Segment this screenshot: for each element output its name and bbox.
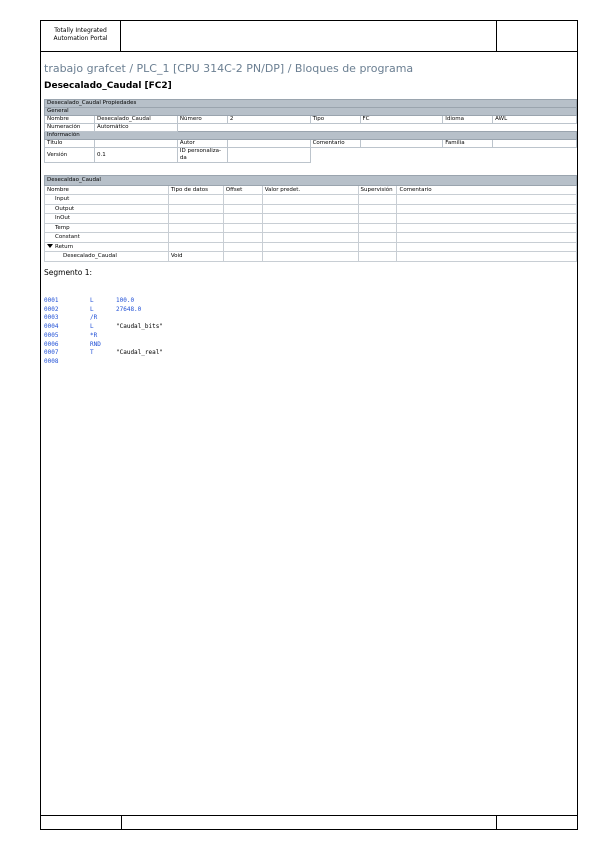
code-line [44,341,163,350]
properties-row [45,140,577,148]
row-type [168,223,223,233]
properties-row [45,148,577,163]
line-number: 0008 [44,357,59,365]
label-titulo: Título [45,140,95,148]
operand: "Caudal_bits" [116,323,163,331]
table-row [45,204,577,214]
label-version: Versión [45,148,95,163]
value-comentario [360,140,443,148]
line-number: 0004 [44,323,59,331]
row-name: Desecalado_Caudal [45,252,169,262]
code-line [44,297,163,306]
operand: 100.0 [116,297,135,304]
line-number: 0001 [44,297,59,304]
line-number: 0003 [44,314,59,322]
opcode: L [90,323,94,331]
label-id-personalizada: ID personaliza-da [177,148,227,163]
row-type [168,214,223,224]
page-footer [41,815,577,829]
column-header-offset: Offset [223,185,262,195]
code-line [44,332,163,341]
table-row [45,223,577,233]
page-header [41,21,577,52]
label-tipo: Tipo [310,116,360,124]
code-line [44,349,163,358]
properties-table [44,99,577,163]
triangle-down-icon[interactable] [47,244,53,248]
breadcrumb: trabajo grafcet / PLC_1 [CPU 314C-2 PN/DP] / Bloques de programa [44,62,414,75]
footer-right-box [496,816,577,829]
opcode: /R [90,314,98,322]
value-nombre: Desecalado_Caudal [94,116,177,124]
interface-section-title: Desecaldao_Caudal [45,176,577,186]
code-line [44,323,163,332]
row-type [168,242,223,252]
line-number: 0006 [44,340,59,348]
footer-left-box [41,816,122,829]
line-number: 0005 [44,331,59,339]
opcode: RND [90,340,101,348]
column-header-nombre: Nombre [45,185,169,195]
interface-header-row [45,185,577,195]
logo-line-1: Totally Integrated [54,27,107,34]
info-section-label: Información [45,132,577,140]
opcode: T [90,349,94,357]
properties-row [45,124,577,132]
label-autor: Autor [177,140,227,148]
operand: 27648.0 [116,305,142,313]
row-name: Temp [45,223,169,233]
row-name: Constant [45,233,169,243]
table-row [45,214,577,224]
empty-cell [310,148,576,163]
value-autor [227,140,310,148]
label-comentario: Comentario [310,140,360,148]
code-line [44,358,163,367]
opcode: *R [90,331,98,339]
row-name: Input [45,195,169,205]
value-id-personalizada [227,148,310,163]
table-row [45,233,577,243]
code-line [44,306,163,315]
table-row [45,252,577,262]
column-header-valor: Valor predet. [262,185,358,195]
code-line [44,314,163,323]
row-name: Output [45,204,169,214]
empty-cell [177,124,576,132]
label-nombre: Nombre [45,116,95,124]
block-title: Desecalado_Caudal [FC2] [44,81,172,91]
label-numeracion: Numeración [45,124,95,132]
value-version: 0.1 [94,148,177,163]
opcode: L [90,297,94,304]
value-idioma: AWL [493,116,577,124]
label-numero: Número [177,116,227,124]
line-number: 0007 [44,349,59,357]
value-tipo: FC [360,116,443,124]
row-type: Void [168,252,223,262]
column-header-comentario: Comentario [397,185,577,195]
opcode: L [90,305,94,313]
row-name: InOut [45,214,169,224]
row-type [168,204,223,214]
operand: "Caudal_real" [116,349,163,357]
column-header-tipo: Tipo de datos [168,185,223,195]
interface-table [44,175,577,262]
properties-row [45,116,577,124]
value-numeracion: Automático [94,124,177,132]
logo-line-2: Automation Portal [53,35,108,42]
row-name [45,242,169,252]
line-number: 0002 [44,305,59,313]
table-row [45,242,577,252]
label-idioma: Idioma [443,116,493,124]
general-section-label: General [45,108,577,116]
value-titulo [94,140,177,148]
header-right-box [496,21,577,51]
value-familia [493,140,577,148]
code-listing [44,297,163,367]
column-header-supervision: Supervisión [358,185,397,195]
tia-logo-box [41,21,121,51]
row-type [168,233,223,243]
row-name-text: Return [55,243,74,250]
properties-section-title: Desecalado_Caudal Propiedades [45,100,577,108]
label-familia: Familia [443,140,493,148]
row-type [168,195,223,205]
value-numero: 2 [227,116,310,124]
table-row [45,195,577,205]
segment-label: Segmento 1: [44,268,93,277]
